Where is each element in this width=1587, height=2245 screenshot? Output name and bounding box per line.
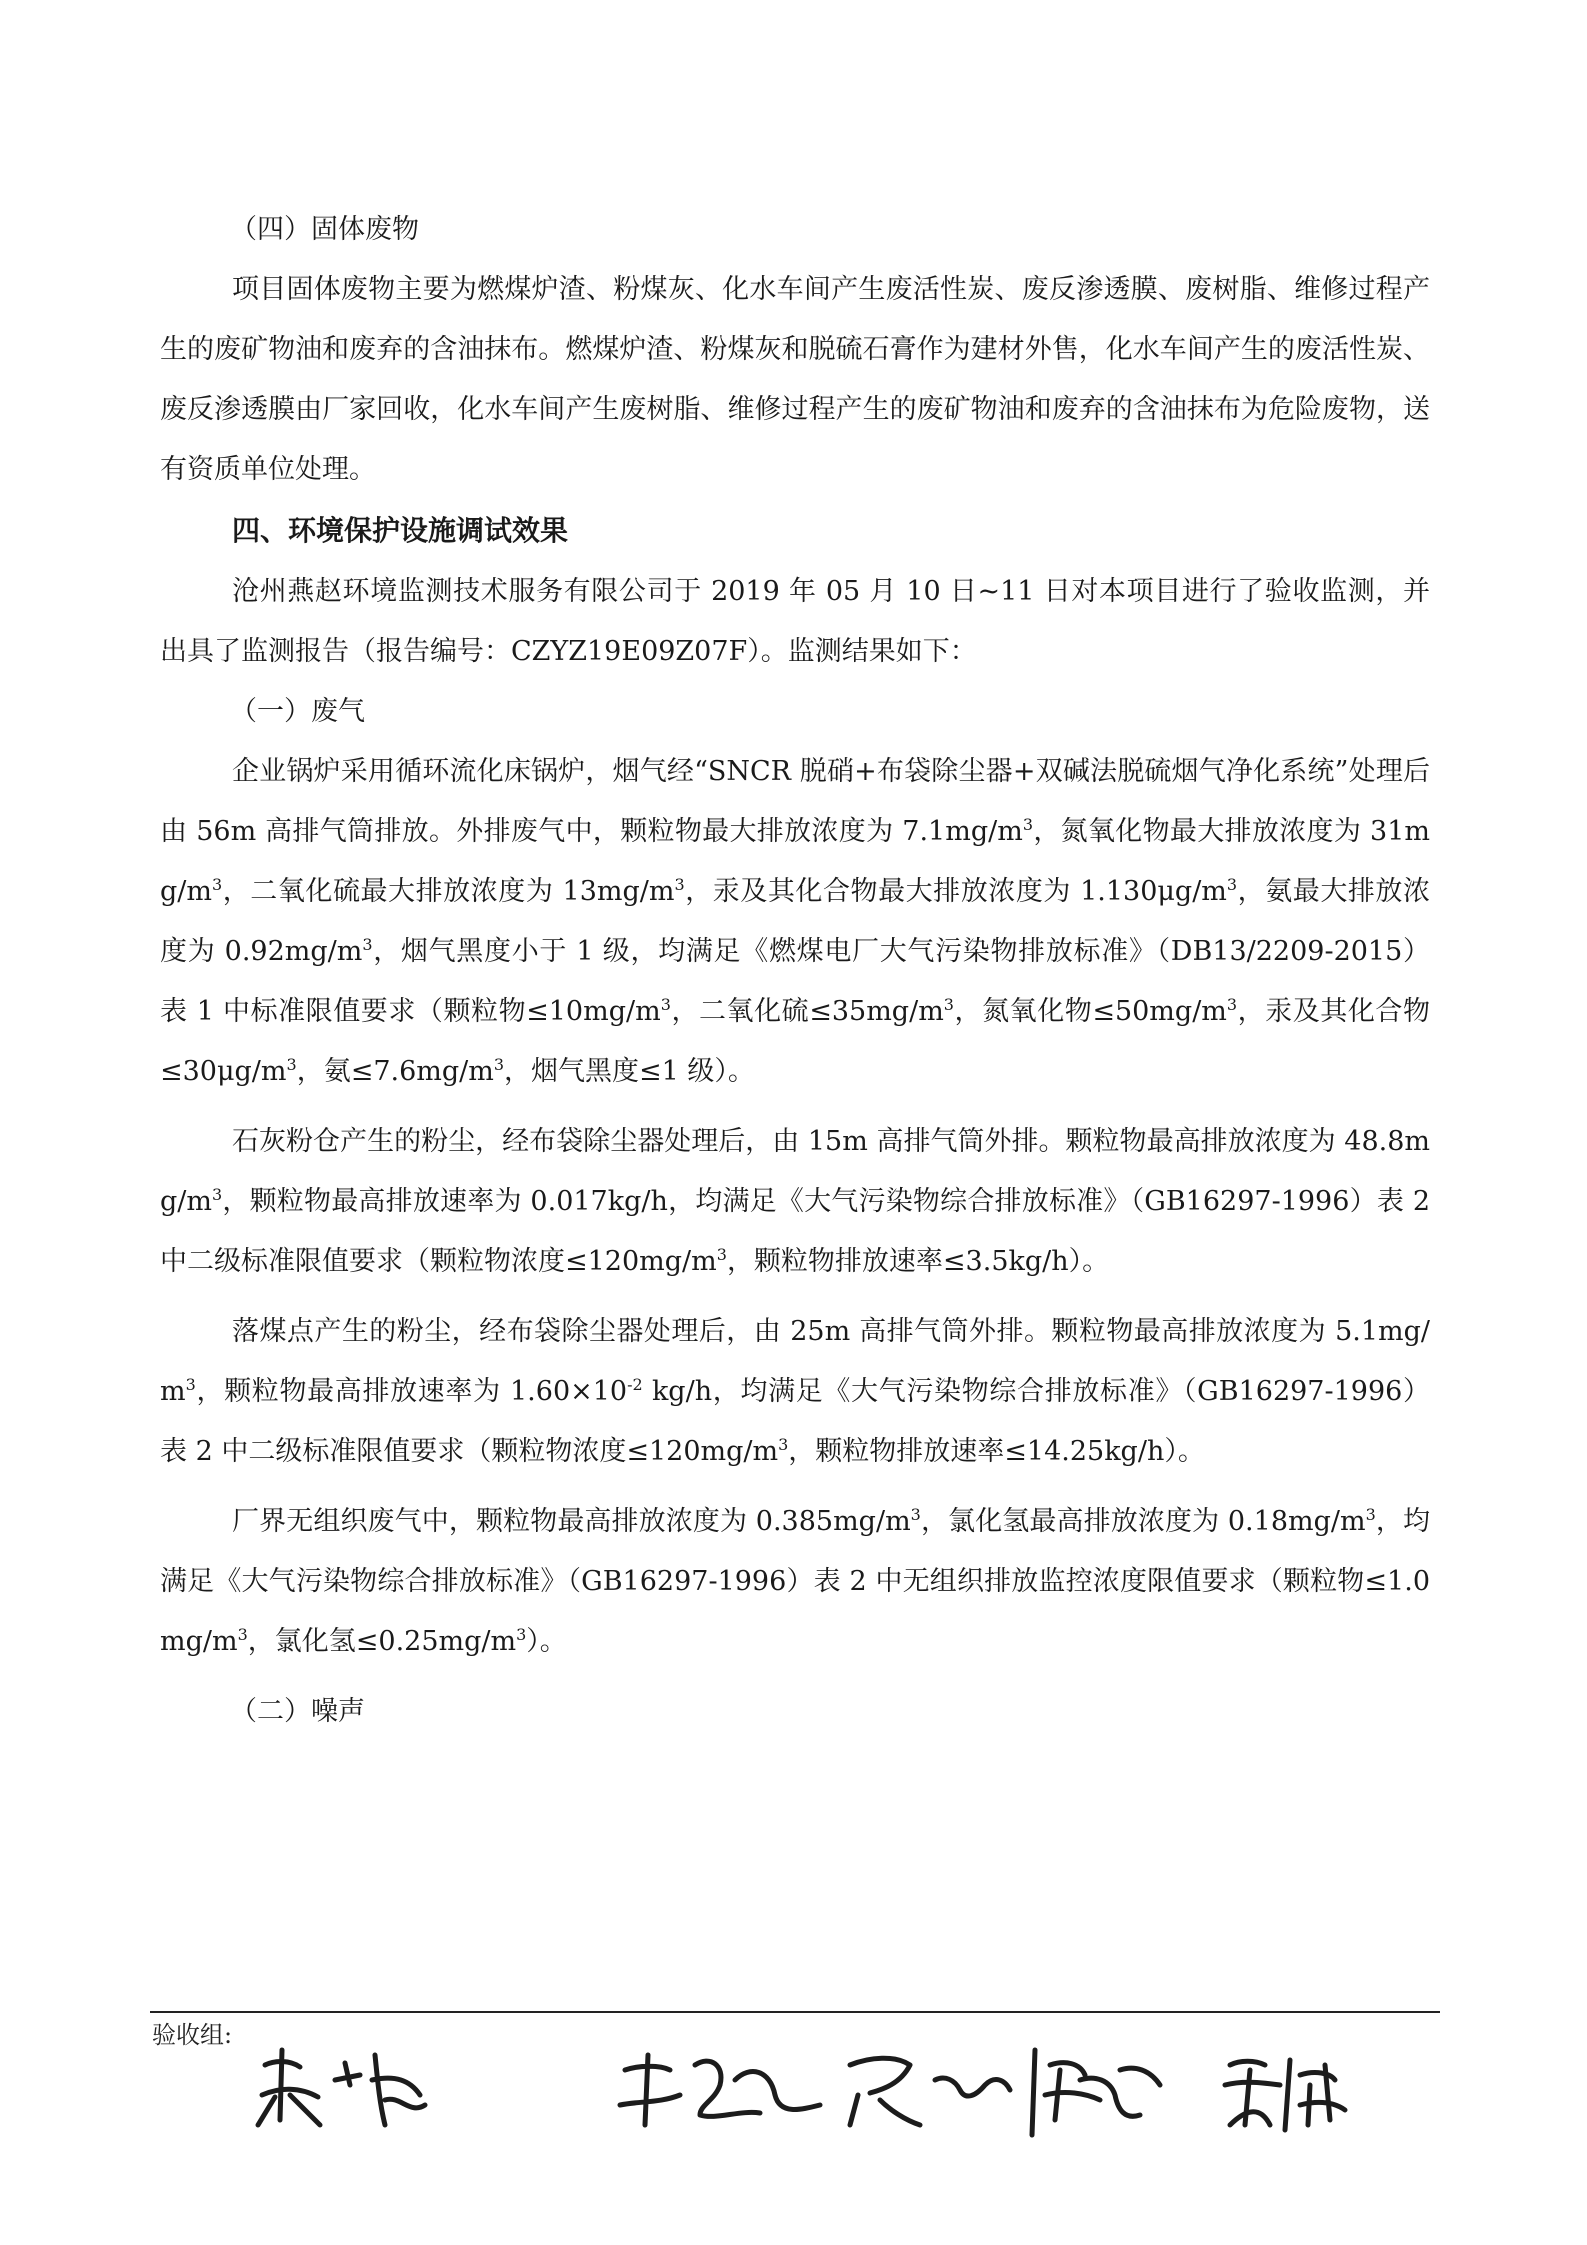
heading-exhaust-gas: （一）废气 — [230, 696, 365, 727]
signature-5 — [1225, 2060, 1345, 2130]
heading-env-protection-results: 四、环境保护设施调试效果 — [232, 514, 569, 547]
paragraph-boiler-emissions: 企业锅炉采用循环流化床锅炉，烟气经“SNCR 脱硝+布袋除尘器+双碱法脱硫烟气净化系统”处理后由 56m 高排气筒排放。外排废气中，颗粒物最大排放浓度为 $7.1mg/m^3$，氮氧化物最大排放浓度为 $31mg/m^3$，二氧化硫最大排放浓度为 $13mg/m^3$，汞及其化合物最大排放浓度为 $1.130\mu g/m^3$，氨最大排放浓度为 $0.92mg/m^3$，烟气黑度小于 1 级，均满足《燃煤电厂大气污染物排放标准》（DB13/2209-2015）表 1 中标准限值要求（颗粒物$\le 10mg/m^3$，二氧化硫$\le 35mg/m^3$，氮氧化物$\le 50mg/m^3$，汞及其化合物$\le 30\mu g/m^3$，氨$\le 7.6mg/m^3$，烟气黑度≤1 级）。 — [160, 756, 1430, 1087]
paragraph-monitoring: 沧州燕赵环境监测技术服务有限公司于 2019 年 05 月 10 日~11 日对本项目进行了验收监测，并出具了监测报告（报告编号：CZYZ19E09Z07F）。监测结果如下： — [160, 576, 1430, 667]
paragraph-lime-silo: 石灰粉仓产生的粉尘，经布袋除尘器处理后，由 15m 高排气筒外排。颗粒物最高排放浓度为 $48.8mg/m^3$，颗粒物最高排放速率为 0.017kg/h，均满足《大气污染物综合排放标准》（GB16297-1996）表 2 中二级标准限值要求（颗粒物浓度$\le 120mg/m^3$，颗粒物排放速率≤3.5kg/h）。 — [160, 1126, 1430, 1277]
signature-1 — [258, 2050, 425, 2125]
signature-4 — [1032, 2050, 1160, 2135]
heading-solid-waste: （四）固体废物 — [230, 214, 419, 245]
signature-3 — [850, 2058, 1010, 2125]
signature-area — [0, 2025, 1587, 2145]
paragraph-fugitive-emissions: 厂界无组织废气中，颗粒物最高排放浓度为 $0.385mg/m^3$，氯化氢最高排放浓度为 $0.18mg/m^3$，均满足《大气污染物综合排放标准》（GB16297-1996）表 2 中无组织排放监控浓度限值要求（颗粒物$\le 1.0mg/m^3$，氯化氢$\le 0.25mg/m^3$）。 — [160, 1505, 1430, 1657]
paragraph-solid-waste: 项目固体废物主要为燃煤炉渣、粉煤灰、化水车间产生废活性炭、废反渗透膜、废树脂、维修过程产生的废矿物油和废弃的含油抹布。燃煤炉渣、粉煤灰和脱硫石膏作为建材外售，化水车间产生的废活性炭、废反渗透膜由厂家回收，化水车间产生废树脂、维修过程产生的废矿物油和废弃的含油抹布为危险废物，送有资质单位处理。 — [160, 274, 1430, 485]
document-body — [160, 200, 1430, 1742]
acceptance-group-label: 验收组: — [152, 2021, 233, 2049]
signature-2 — [620, 2055, 820, 2125]
heading-noise: （二）噪声 — [230, 1696, 365, 1727]
footer-divider — [150, 2011, 1440, 2013]
paragraph-coal-drop: 落煤点产生的粉尘，经布袋除尘器处理后，由 25m 高排气筒外排。颗粒物最高排放浓度为 $5.1mg/m^3$，颗粒物最高排放速率为 $1.60\times 10^{-2}$ kg/h，均满足《大气污染物综合排放标准》（GB16297-1996）表 2 中二级标准限值要求（颗粒物浓度$\le 120mg/m^3$，颗粒物排放速率≤14.25kg/h）。 — [160, 1316, 1430, 1467]
